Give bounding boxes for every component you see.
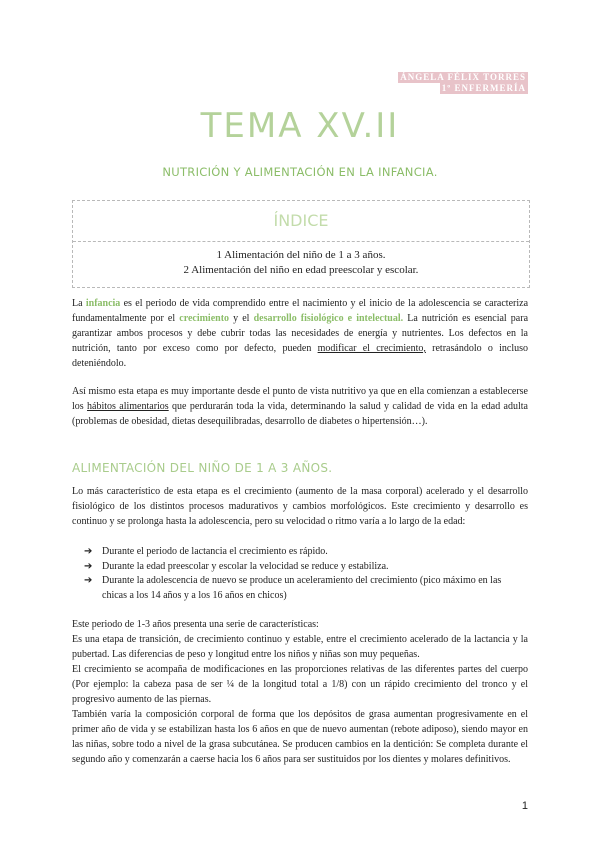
index-heading: ÍNDICE <box>73 201 529 242</box>
text-run: La <box>72 298 86 309</box>
section-heading: ALIMENTACIÓN DEL NIÑO DE 1 A 3 AÑOS. <box>72 461 333 475</box>
section-paragraph-2: Este periodo de 1-3 años presenta una serie de características: Es una etapa de transición, de crecimiento continuo y estable, entre el crecimiento acelerado de la lactancia y la pubertad. Las diferencias de peso y longitud entre los niños y niñas son muy pequeñas. El crecimiento se acompaña de modificaciones en las proporciones relativas de las diferentes partes del cuerpo (Por ejemplo: la cabeza pasa de ser ¼ de la longitud total a 1/8) con un rápido crecimiento del tronco y el progresivo aumento de las piernas. También varía la composición corporal de forma que los depósitos de grasa aumentan progresivamente en el primer año de vida y se estabilizan hasta los 6 años en que de nuevo aumentan (rebote adiposo), siendo mayor en las niñas, sobre todo a nivel de la grasa subcutánea. Se producen cambios en la dentición: Se completa durante el segundo año y comenzarán a caerse hacia los 6 años para ser sustituidos por los dientes y molares definitivos. <box>72 619 528 765</box>
section-paragraph-1: Lo más característico de esta etapa es el crecimiento (aumento de la masa corporal) acelerado y el desarrollo fisiológico de los distintos procesos madurativos y cambios morfológicos. Este crecimiento y desarrollo es continuo y se prolonga hasta la adolescencia, pero su velocidad o ritmo varía a lo largo de la edad: <box>72 486 528 527</box>
text-run: retrasándolo o incluso deteniéndolo. <box>72 343 529 369</box>
author-block <box>398 72 528 94</box>
author-name: ÁNGELA FÉLIX TORRES <box>400 72 526 82</box>
text-run: y el <box>229 313 254 324</box>
arrow-icon: ➔ <box>84 560 93 572</box>
intro-paragraph-1 <box>72 296 528 371</box>
keyword-infancia: infancia <box>85 298 121 309</box>
list-item <box>72 545 528 560</box>
arrow-icon: ➔ <box>84 546 93 557</box>
list-item-text: Durante el periodo de lactancia el crecimiento es rápido. <box>102 546 328 557</box>
underlined-phrase: hábitos alimentarios <box>87 401 169 412</box>
arrow-icon: ➔ <box>84 575 93 586</box>
bullet-list <box>72 545 528 603</box>
index-item: 2 Alimentación del niño en edad preescolar y escolar. <box>183 264 419 276</box>
keyword-crecimiento: crecimiento <box>179 313 230 324</box>
page-number: 1 <box>521 800 528 812</box>
index-item: 1 Alimentación del niño de 1 a 3 años. <box>216 249 386 261</box>
page-title: TEMA XV.II <box>200 106 400 146</box>
index-box <box>72 200 530 288</box>
list-item <box>72 574 528 603</box>
intro-paragraph-2 <box>72 384 528 429</box>
list-item-text: Durante la adolescencia de nuevo se produce un aceleramiento del crecimiento (pico máximo en las chicas a los 14 años y a los 16 años en chicos) <box>102 575 502 601</box>
underlined-phrase: modificar el crecimiento, <box>317 343 426 354</box>
list-item-text: Durante la edad preescolar y escolar la velocidad se reduce y estabiliza. <box>102 560 389 572</box>
page-subtitle: NUTRICIÓN Y ALIMENTACIÓN EN LA INFANCIA. <box>162 165 438 179</box>
text-run: es el periodo de vida comprendido entre el nacimiento y el inicio de la adolescencia se caracteriza fundamentalmente por el <box>72 298 529 324</box>
keyword-desarrollo: desarrollo fisiológico e intelectual. <box>253 313 404 324</box>
text-run: La nutrición es esencial para garantizar ambos procesos y debe cubrir todas las necesidades de energía y nutrientes. Los defectos en la nutrición, tanto por exceso como por defecto, pueden <box>72 313 529 354</box>
text-run: que perdurarán toda la vida, determinando la salud y calidad de vida en la edad adulta (problemas de obesidad, dietas desequilibradas, desarrollo de diabetes o hipertensión…). <box>72 401 528 427</box>
list-item <box>72 560 528 575</box>
index-list <box>73 242 529 278</box>
text-run: Así mismo esta etapa es muy importante desde el punto de vista nutritivo ya que en ella comienzan a establecerse los <box>72 386 528 412</box>
author-course: 1º ENFERMERÍA <box>441 83 526 93</box>
